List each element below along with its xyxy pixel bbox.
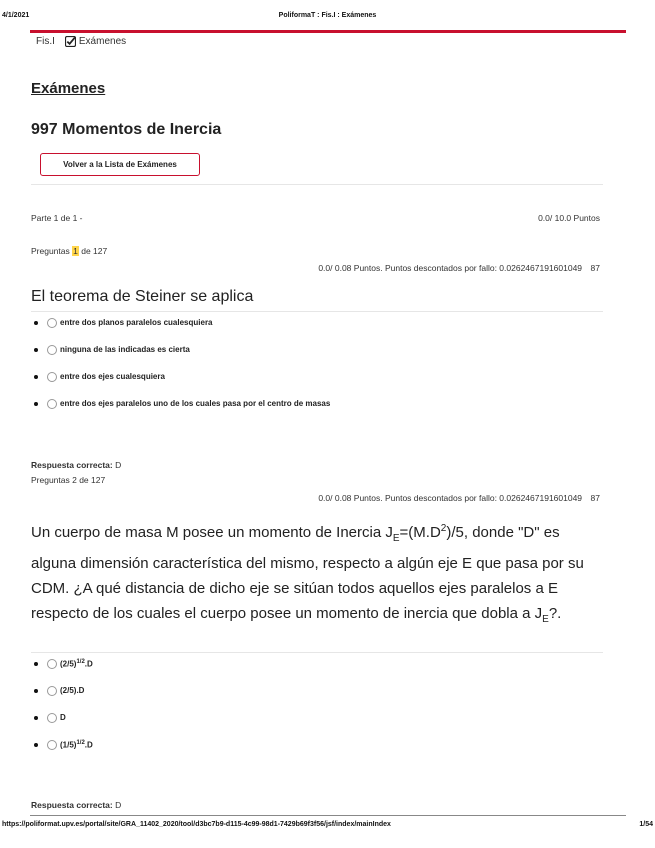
correct-answer-label: Respuesta correcta: <box>31 800 113 810</box>
radio-button[interactable] <box>47 318 57 328</box>
question-counter-suffix: de 127 <box>78 246 108 256</box>
page-number: 1/54 <box>639 821 653 828</box>
bullet-icon <box>34 321 38 325</box>
option-item <box>31 309 330 336</box>
question-points: 0.0/ 0.08 Puntos. Puntos descontados por fallo: 0.0262467191601049 87 <box>318 263 600 273</box>
bullet-icon <box>34 402 38 406</box>
section-title-link[interactable]: Exámenes <box>31 80 106 97</box>
back-to-exam-list-button[interactable]: Volver a la Lista de Exámenes <box>40 153 200 176</box>
question-counter-prefix: Preguntas <box>31 246 73 256</box>
correct-answer-value: D <box>115 800 122 810</box>
breadcrumb-tool[interactable]: Exámenes <box>78 36 127 47</box>
breadcrumb-course[interactable]: Fis.I <box>36 36 55 47</box>
correct-answer-label: Respuesta correcta: <box>31 460 113 470</box>
correct-answer-value: D <box>115 460 122 470</box>
radio-button[interactable] <box>47 372 57 382</box>
question-counter-current: 1 <box>73 246 78 256</box>
header-red-bar <box>30 30 626 33</box>
print-date: 4/1/2021 <box>2 12 30 19</box>
radio-button[interactable] <box>47 345 57 355</box>
print-header <box>0 12 655 26</box>
radio-button[interactable] <box>47 659 57 669</box>
question-text: Un cuerpo de masa M posee un momento de Inercia $J_E=(M.D^2)/5$, donde "D" es alguna dimensión característica del mismo, respecto a algún eje E que pasa por su CDM. ¿A qué distancia de dicho eje se sitúan todos aquellos ejes paralelos a E respecto de los cuales el cuerpo posee un momento de inercia que dobla a $J_E$?. <box>31 523 584 625</box>
bullet-icon <box>34 743 38 747</box>
footer-divider <box>30 815 626 816</box>
option-item <box>31 731 93 758</box>
correct-answer <box>31 800 121 810</box>
part-score: 0.0/ 10.0 Puntos <box>538 213 600 223</box>
option-item <box>31 336 330 363</box>
option-label: (2/5).D <box>60 686 85 695</box>
option-item <box>31 390 330 417</box>
option-list <box>31 650 93 758</box>
exam-title: 997 Momentos de Inercia <box>31 121 222 138</box>
bullet-icon <box>34 689 38 693</box>
option-item <box>31 704 93 731</box>
radio-button[interactable] <box>47 686 57 696</box>
part-label: Parte 1 de 1 - <box>31 213 83 223</box>
breadcrumb <box>36 36 126 47</box>
question-counter: Preguntas 2 de 127 <box>31 475 106 485</box>
bullet-icon <box>34 716 38 720</box>
option-label: entre dos ejes paralelos uno de los cuales pasa por el centro de masas <box>60 399 331 408</box>
option-item <box>31 363 330 390</box>
option-label: $(1/5)^{1/2}.D$ <box>60 739 93 750</box>
question-text: El teorema de Steiner se aplica <box>31 288 254 305</box>
print-title: PoliformaT : Fis.I : Exámenes <box>278 12 377 19</box>
option-item <box>31 677 93 704</box>
option-list <box>31 309 330 417</box>
question-counter <box>31 246 107 256</box>
radio-button[interactable] <box>47 740 57 750</box>
radio-button[interactable] <box>47 399 57 409</box>
option-label: entre dos planos paralelos cualesquiera <box>60 318 213 327</box>
divider <box>31 652 603 653</box>
bullet-icon <box>34 375 38 379</box>
correct-answer <box>31 460 121 470</box>
option-label: D <box>60 713 66 722</box>
question-points: 0.0/ 0.08 Puntos. Puntos descontados por fallo: 0.0262467191601049 87 <box>318 493 600 503</box>
divider <box>31 184 603 185</box>
option-label: ninguna de las indicadas es cierta <box>60 345 190 354</box>
checkbox-checked-icon <box>65 36 76 47</box>
radio-button[interactable] <box>47 713 57 723</box>
print-url: https://poliformat.upv.es/portal/site/GRA_11402_2020/tool/d3bc7b9-d115-4c99-98d1-7429b69f3f56/jsf/index/mainIndex <box>2 821 391 828</box>
bullet-icon <box>34 348 38 352</box>
option-item <box>31 650 93 677</box>
option-label: $(2/5)^{1/2}.D$ <box>60 658 93 669</box>
option-label: entre dos ejes cualesquiera <box>60 372 165 381</box>
bullet-icon <box>34 662 38 666</box>
